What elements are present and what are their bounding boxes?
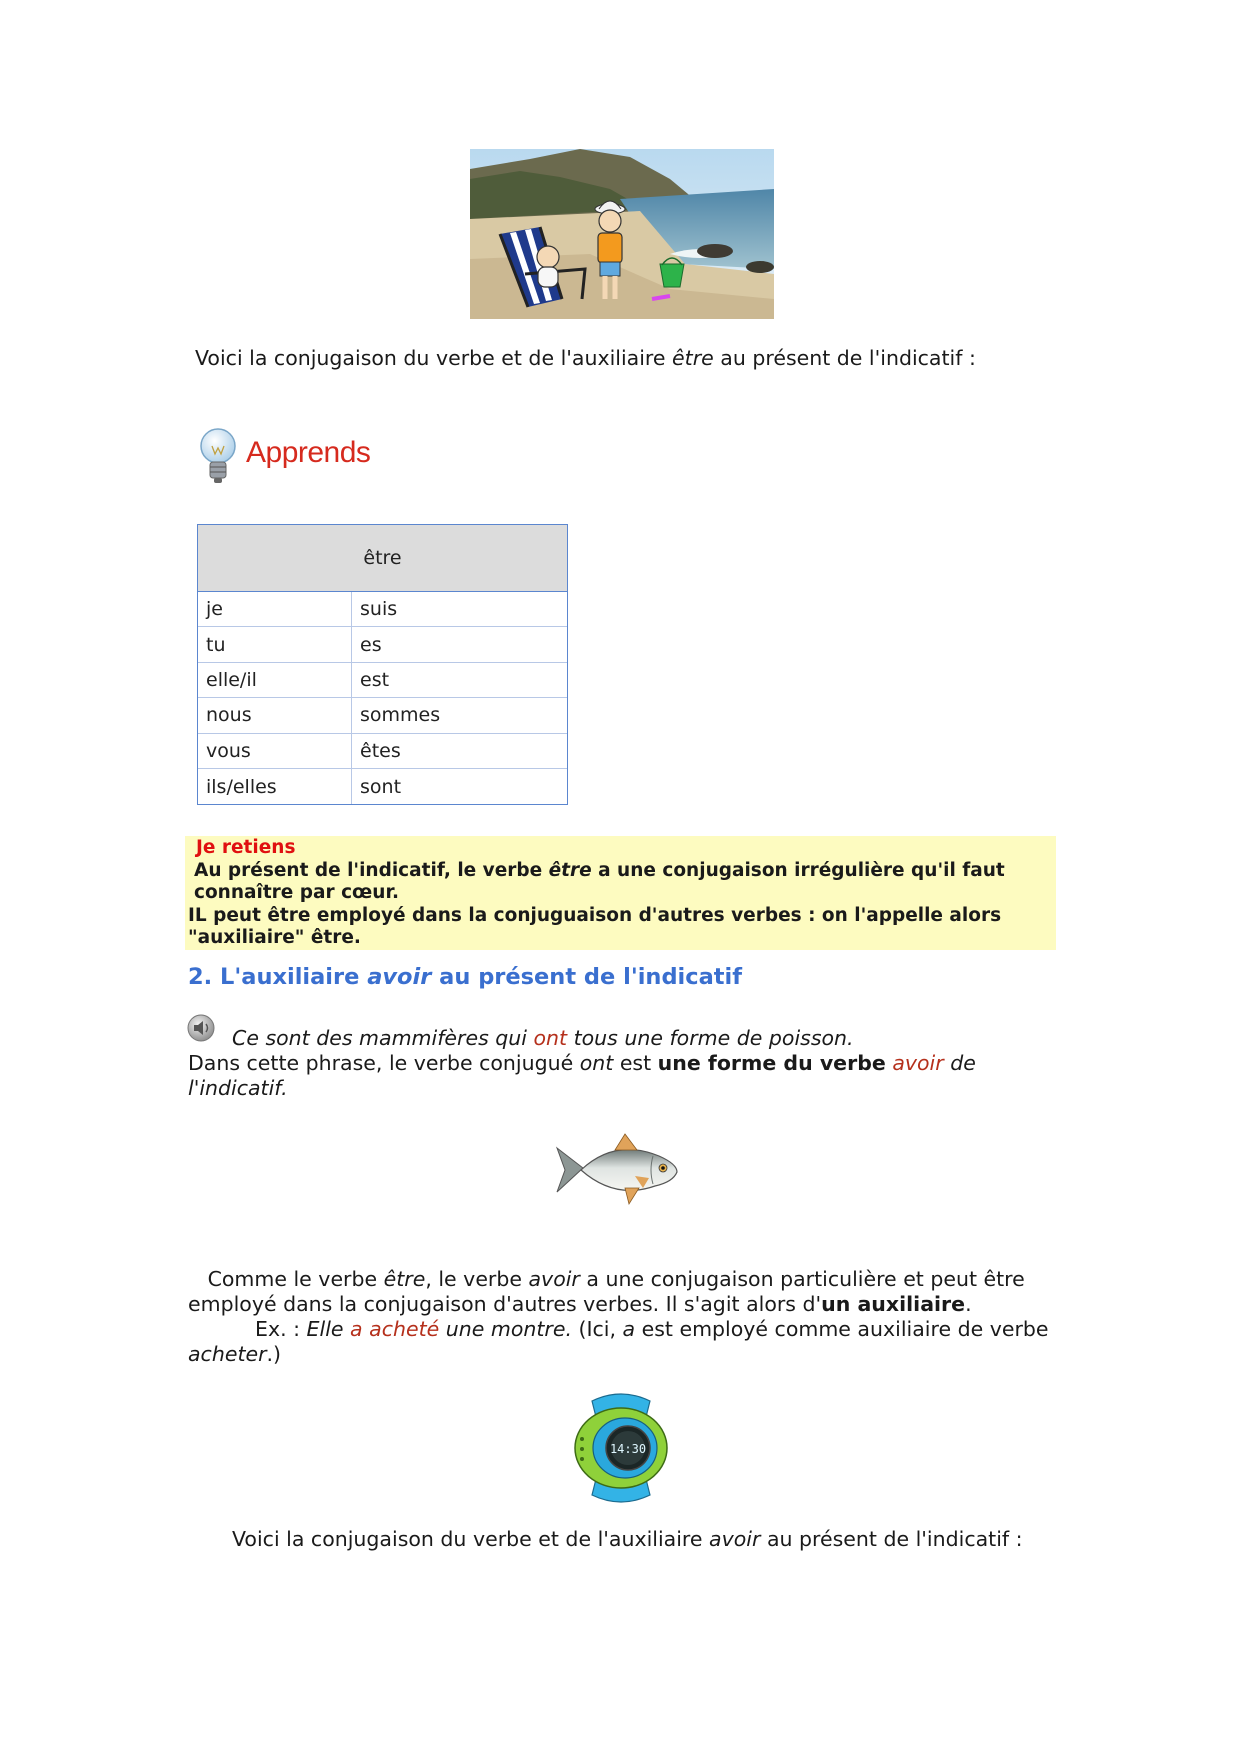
table-row [198, 734, 567, 769]
retiens-rule-1-before: Au présent de l'indicatif, le verbe [194, 859, 549, 881]
speaker-icon[interactable] [187, 1014, 215, 1042]
verb-form-cell: est [360, 668, 390, 691]
intro-etre-after: au présent de l'indicatif : [713, 346, 976, 370]
retiens-rule-2: IL peut être employé dans la conjuguaison d'autres verbes : on l'appelle alors "auxiliaire" être. [188, 904, 1002, 948]
table-header: être [198, 525, 567, 592]
intro-avoir-sentence [232, 1527, 1023, 1552]
verb-form-cell: sommes [360, 704, 441, 727]
example-avoir-part: a [622, 1317, 636, 1341]
intro-etre-verb: être [672, 346, 714, 370]
apprends-badge [196, 422, 406, 492]
example-avoir-part: Elle [306, 1317, 344, 1341]
conjugation-table-etre [197, 524, 568, 805]
example-avoir-part: a acheté [350, 1317, 440, 1341]
verb-form-cell: sont [360, 775, 402, 798]
example-avoir-part: .) [266, 1342, 282, 1366]
comparison-part: un auxiliaire [821, 1292, 966, 1316]
table-row [198, 769, 567, 804]
retiens-rule-1-after: a une conjugaison irrégulière qu'il faut connaître par cœur. [194, 859, 1005, 903]
explanation-part: de l'indicatif. [188, 1051, 976, 1100]
comparison-part: . [965, 1292, 972, 1316]
explanation-part: est [613, 1051, 658, 1075]
example-before: Ce sont des mammifères qui [232, 1026, 534, 1050]
pronoun-cell: nous [198, 698, 352, 732]
example-avoir-part: (Ici, [571, 1317, 623, 1341]
pronoun-cell: elle/il [198, 663, 352, 697]
explanation-paragraph [188, 1051, 1048, 1101]
pronoun-cell: vous [198, 734, 352, 768]
retiens-title: Je retiens [196, 837, 296, 858]
example-avoir-part: est employé comme auxiliaire de verbe [635, 1317, 1049, 1341]
example-avoir-part: Ex. : [255, 1317, 307, 1341]
retiens-rule-1 [188, 860, 1052, 905]
intro-avoir-after: au présent de l'indicatif : [760, 1527, 1023, 1551]
pronoun-cell: je [198, 592, 352, 626]
pronoun-cell: ils/elles [198, 769, 352, 804]
section-heading-avoir [188, 964, 742, 990]
je-retiens-box [185, 836, 1056, 950]
table-row [198, 663, 567, 698]
explanation-part: ont [579, 1051, 614, 1075]
explanation-part: Dans cette phrase, le verbe conjugué [188, 1051, 580, 1075]
example-highlight-ont: ont [533, 1026, 568, 1050]
heading-before: 2. L'auxiliaire [188, 964, 368, 990]
watch-illustration [570, 1391, 672, 1505]
table-row [198, 627, 567, 662]
comparison-part: Comme le verbe [207, 1267, 384, 1291]
verb-form-cell: êtes [360, 739, 401, 762]
pronoun-cell: tu [198, 627, 352, 661]
beach-illustration [470, 149, 774, 319]
watch-time: 14:30 [609, 1442, 647, 1456]
explanation-part: avoir [892, 1051, 944, 1075]
intro-etre-sentence [195, 346, 976, 371]
lightbulb-icon [196, 426, 240, 492]
retiens-rule-1-verb: être [548, 859, 592, 881]
verb-form-cell: es [360, 633, 382, 656]
apprends-label: Apprends [246, 436, 371, 469]
example-avoir-part: une montre. [445, 1317, 572, 1341]
intro-avoir-before: Voici la conjugaison du verbe et de l'auxiliaire [232, 1527, 710, 1551]
intro-avoir-verb: avoir [709, 1527, 761, 1551]
fish-illustration [555, 1130, 685, 1210]
comparison-part: avoir [528, 1267, 580, 1291]
heading-verb: avoir [367, 964, 432, 990]
verb-form-cell: suis [360, 598, 398, 621]
comparison-part: être [383, 1267, 426, 1291]
table-row [198, 592, 567, 627]
table-row [198, 698, 567, 733]
example-avoir-part: acheter [188, 1342, 267, 1366]
heading-after: au présent de l'indicatif [431, 964, 743, 990]
example-after: tous une forme de poisson. [567, 1026, 854, 1050]
example-avoir-paragraph [188, 1317, 1058, 1367]
comparison-part: , le verbe [425, 1267, 529, 1291]
comparison-paragraph [188, 1267, 1058, 1317]
example-sentence [232, 1026, 854, 1051]
comparison-part: a une conjugaison particulière et peut être employé dans la conjugaison d'autres verbes. Il s'agit alors d' [188, 1267, 1025, 1316]
explanation-part: une forme du verbe [657, 1051, 886, 1075]
intro-etre-before: Voici la conjugaison du verbe et de l'auxiliaire [195, 346, 673, 370]
